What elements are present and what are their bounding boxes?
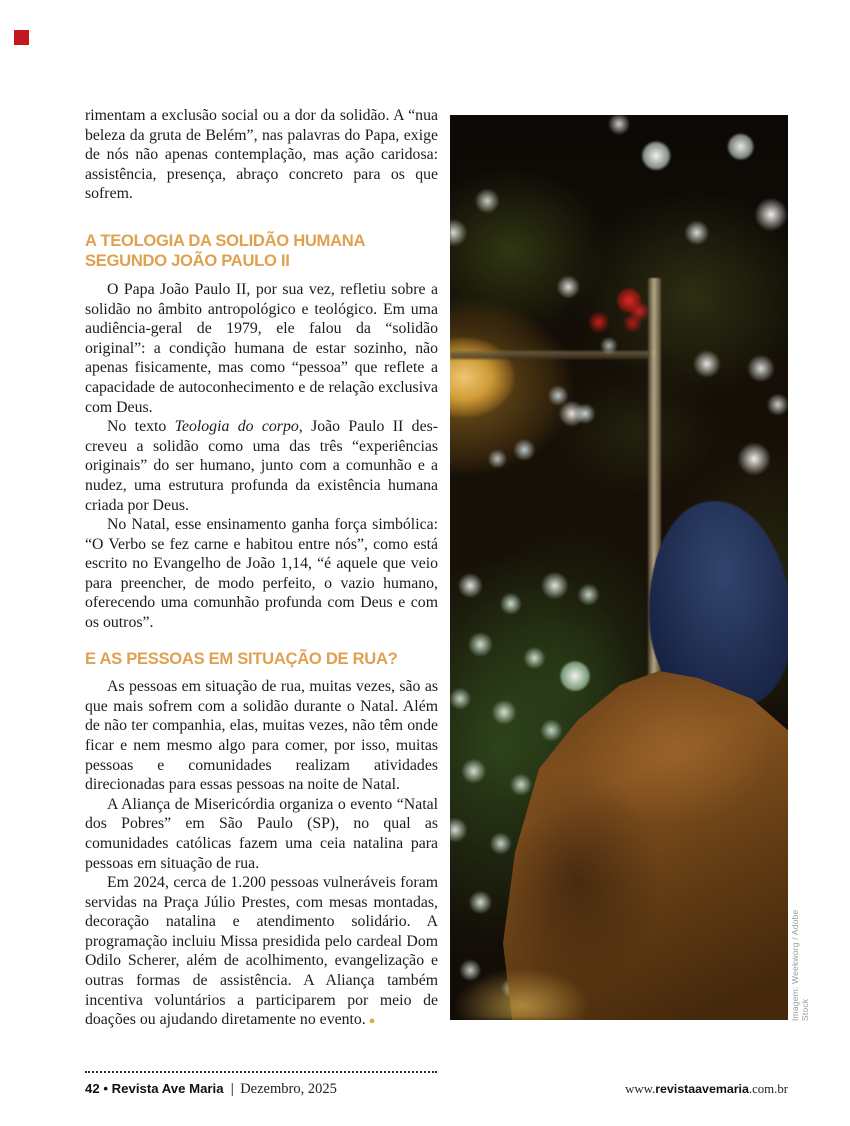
paragraph-lead: No texto <box>107 418 175 436</box>
url-domain: revistaavemaria <box>655 1082 749 1096</box>
footer-dotted-rule <box>85 1071 437 1073</box>
body-paragraph <box>85 417 438 515</box>
body-paragraph <box>85 873 438 1032</box>
url-prefix: www. <box>625 1082 656 1096</box>
body-paragraph: O Papa João Paulo II, por sua vez, refletiu sobre a solidão no âmbito antropológico e teológico. Em uma audiência-geral de 1979, ele falou da “solidão original”: a condição humana de estar sozinho, não apenas fisicamente, mas como “pessoa” que reflete a capacidade de autoconhecimento e de relação exclusiva com Deus. <box>85 280 438 416</box>
bullet-separator: • <box>103 1081 108 1096</box>
photo-credit: Imagem: Weekworg / Adobe Stock <box>790 909 810 1021</box>
body-paragraph: A Aliança de Misericórdia organiza o evento “Natal dos Pobres” em São Paulo (SP), no qual as comunidades católicas fazem uma ceia natalina para pessoas em situação de rua. <box>85 795 438 872</box>
body-paragraph: rimentam a exclusão social ou a dor da solidão. A “nua beleza da gruta de Belém”, nas palavras do Papa, exige de nós não apenas contemplação, mas ação caridosa: assistência, presença, abraço concreto para os que sofrem. <box>85 107 438 203</box>
url-suffix: .com.br <box>748 1082 788 1096</box>
section-heading: E AS PESSOAS EM SITUAÇÃO DE RUA? <box>85 648 398 668</box>
section-heading: A TEOLOGIA DA SOLIDÃO HUMANA SEGUNDO JOÃO PAULO II <box>85 230 365 271</box>
magazine-name: Revista Ave Maria <box>111 1081 224 1096</box>
footer-website-url <box>625 1082 788 1097</box>
body-paragraph: As pessoas em situação de rua, muitas vezes, são as que mais sofrem com a solidão durante o Natal. Além de não ter companhia, elas, muitas vezes, não têm onde ficar e nem mesmo algo para comer, por isso, muitas pessoas e comunidades realizam atividades direcionadas para essas pessoas na noite de Natal. <box>85 678 438 794</box>
footer-left <box>85 1080 337 1098</box>
body-paragraph: No Natal, esse ensinamento ganha força simbólica: “O Verbo se fez carne e habitou entre nós”, como está escrito no Evangelho de João 1,14, “é aquele que veio para preencher, de modo perfeito, o vazio humano, oferecendo uma comunhão profunda com Deus e com os outros”. <box>85 516 438 632</box>
pipe-separator: | <box>230 1080 235 1096</box>
red-section-marker <box>14 30 29 45</box>
page-number: 42 <box>85 1081 100 1096</box>
paragraph-text: Em 2024, cerca de 1.200 pessoas vulneráveis foram servidas na Praça Júlio Prestes, com mesas montadas, decoração natalina e atendimento solidário. A programação incluiu Missa presidida pelo cardeal Dom Odilo Scherer, além de acolhimento, evangelização e outras formas de assistência. A Aliança também incentiva voluntários a participarem por meio de doações ou ajudando diretamente no evento. <box>85 874 438 1029</box>
book-title-italic: Teologia do corpo <box>174 418 299 436</box>
issue-date: Dezembro, 2025 <box>240 1081 337 1097</box>
warm-ground-glow <box>450 950 610 1020</box>
article-column <box>85 106 438 1032</box>
article-end-dot: ● <box>368 1015 376 1028</box>
article-photo-night-scene <box>450 115 788 1020</box>
paragraph-rest: , João Paulo II descreveu a solidão como uma das três “experiências originais” do ser humano, junto com a comunhão e a nudez, uma estrutura profunda da existência humana criada por Deus. <box>85 418 438 514</box>
